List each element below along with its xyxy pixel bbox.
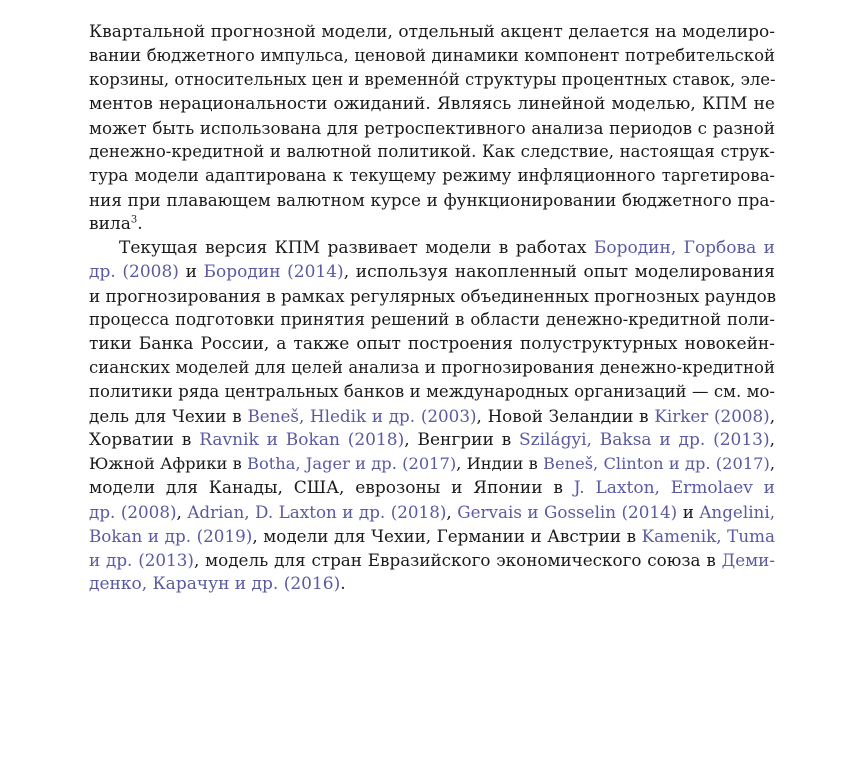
text-line: политики ряда центральных банков и международных организаций — см. мо- [89, 382, 775, 401]
text-line [89, 476, 775, 500]
citation-link[interactable]: Beneš, Clinton и др. (2017) [543, 454, 770, 473]
text-line: тура модели адаптирована к текущему режиму инфляционного таргетирова- [89, 166, 775, 185]
text-span: , Индии в [456, 454, 538, 473]
text-line: и прогнозирования в рамках регулярных объединенных прогнозных раундов [89, 286, 777, 306]
text-span: , используя накопленный опыт моделирования [343, 262, 776, 282]
text-line: процесса подготовки принятия решений в области денежно-кредитной поли- [89, 310, 775, 329]
text-line: ния при плавающем валютном курсе и функционировании бюджетного пра- [89, 190, 775, 210]
citation-link[interactable]: и др. (2013) [89, 550, 194, 570]
text-span: , Новой Зеландии в [476, 406, 649, 426]
citation-link[interactable]: Angelini, [699, 502, 776, 522]
citation-link[interactable]: Adrian, D. Laxton и др. (2018) [187, 502, 447, 522]
text-span: . [340, 574, 346, 594]
text-span: , [446, 502, 452, 522]
text-line: тики Банка России, а также опыт построения полуструктурных новокейн- [89, 334, 775, 354]
text-line: корзины, относительных цен и временно́й структуры процентных ставок, эле- [89, 70, 776, 89]
citation-link[interactable]: Botha, Jager и др. (2017) [247, 454, 457, 473]
citation-link[interactable]: Бородин (2014) [203, 262, 344, 282]
text-span: , [769, 406, 776, 426]
citation-link[interactable]: Деми- [721, 550, 775, 570]
citation-link[interactable]: др. (2008) [89, 262, 179, 282]
text-span: , [769, 454, 776, 473]
text-line [89, 572, 775, 596]
text-line: денежно-кредитной и валютной политикой. Как следствие, настоящая струк- [89, 142, 775, 161]
citation-link[interactable]: Kirker (2008) [654, 406, 770, 426]
text-span: , [176, 502, 182, 522]
citation-link[interactable]: Szilágyi, Baksa и др. (2013) [519, 430, 770, 450]
citation-link[interactable]: Gervais и Gosselin (2014) [457, 502, 678, 522]
text-span: вила [89, 214, 131, 234]
text-span: Текущая версия КПМ развивает модели в работах [119, 238, 587, 258]
text-span: дель для Чехии в [89, 406, 242, 426]
text-line: ментов нерациональности ожиданий. Являясь линейной моделью, КПМ не [89, 94, 775, 114]
text-line [119, 236, 775, 260]
text-line [89, 452, 775, 476]
footnote-mark[interactable]: 3 [130, 214, 138, 226]
citation-link[interactable]: др. (2008) [89, 502, 177, 522]
text-span: и [682, 502, 694, 522]
text-line [89, 524, 775, 548]
text-line [89, 404, 775, 428]
text-line: сианских моделей для целей анализа и прогнозирования денежно-кредитной [89, 358, 775, 377]
text-span: Южной Африки в [89, 454, 242, 473]
citation-link[interactable]: денко, Карачун и др. (2016) [89, 574, 341, 594]
text-line [89, 260, 775, 284]
text-line [89, 500, 775, 524]
text-line [89, 428, 775, 452]
text-line: вании бюджетного импульса, ценовой динамики компонент потребительской [89, 46, 775, 65]
text-line [89, 212, 775, 236]
citation-link[interactable]: Bokan и др. (2019) [89, 526, 253, 546]
citation-link[interactable]: Ravnik и Bokan (2018) [199, 430, 405, 450]
text-span: , [769, 430, 776, 450]
text-line: Квартальной прогнозной модели, отдельный акцент делается на моделиро- [89, 22, 775, 42]
citation-link[interactable]: J. Laxton, Ermolaev и [573, 478, 776, 498]
text-span: , модели для Чехии, Германии и Австрии в [252, 526, 637, 546]
text-span: , Венгрии в [404, 430, 512, 450]
text-line: может быть использована для ретроспективного анализа периодов с разной [89, 118, 775, 138]
text-line [89, 548, 775, 572]
text-span: и [185, 262, 197, 282]
text-span: Хорватии в [89, 430, 192, 450]
citation-link[interactable]: Kamenik, Tuma [641, 526, 775, 546]
citation-link[interactable]: Бородин, Горбова и [593, 238, 775, 258]
text-span: . [137, 214, 143, 234]
citation-link[interactable]: Beneš, Hledik и др. (2003) [247, 406, 477, 426]
text-span: модели для Канады, США, еврозоны и Японии в [89, 478, 563, 498]
text-span: , модель для стран Евразийского экономического союза в [193, 550, 716, 570]
